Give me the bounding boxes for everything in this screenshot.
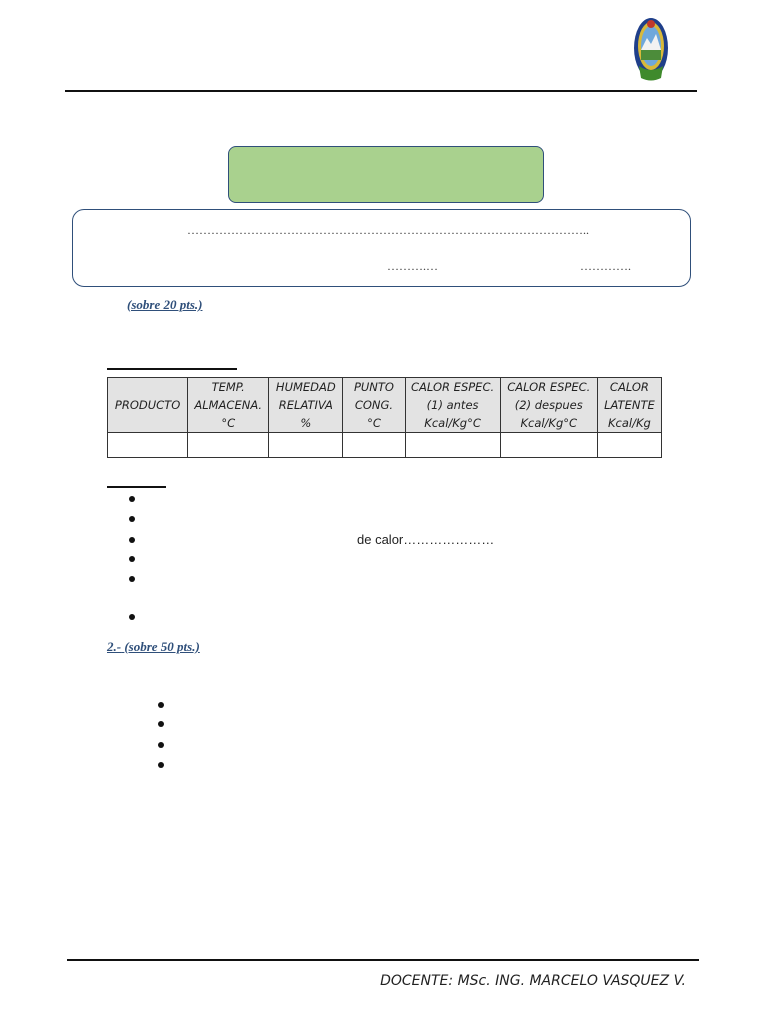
table-header-row bbox=[108, 378, 662, 433]
table-heading-underline bbox=[107, 368, 237, 370]
bullet bbox=[129, 516, 135, 522]
bullet bbox=[129, 556, 135, 562]
footer-rule bbox=[67, 959, 699, 961]
footer-docente: DOCENTE: MSc. ING. MARCELO VASQUEZ V. bbox=[380, 973, 686, 989]
col-header-calor-latente: CALOR LATENTE Kcal/Kg bbox=[597, 378, 661, 433]
bullet bbox=[158, 702, 164, 708]
bullet bbox=[158, 742, 164, 748]
col-header-producto: PRODUCTO bbox=[108, 378, 188, 433]
table-cell[interactable] bbox=[269, 433, 343, 458]
list-heading-underline bbox=[107, 486, 166, 488]
bullet bbox=[129, 496, 135, 502]
table-cell[interactable] bbox=[405, 433, 500, 458]
col-header-temp: TEMP. ALMACENA. °C bbox=[188, 378, 269, 433]
bullet bbox=[129, 537, 135, 543]
bullet-text-de-calor: de calor………………… bbox=[357, 532, 495, 547]
name-fill-line: ……………………………………………………………………………………….. bbox=[187, 223, 589, 237]
table-cell[interactable] bbox=[597, 433, 661, 458]
table-cell[interactable] bbox=[343, 433, 405, 458]
header-rule bbox=[65, 90, 697, 92]
fill-line-a: ……….… bbox=[387, 259, 438, 273]
col-header-calor-esp-despues: CALOR ESPEC. (2) despues Kcal/Kg°C bbox=[500, 378, 597, 433]
bullet bbox=[158, 762, 164, 768]
section1-score: (sobre 20 pts.) bbox=[127, 297, 203, 312]
col-header-humedad: HUMEDAD RELATIVA % bbox=[269, 378, 343, 433]
section2-score: 2.- (sobre 50 pts.) bbox=[107, 639, 200, 654]
bullet bbox=[158, 721, 164, 727]
table-row bbox=[108, 433, 662, 458]
bullet bbox=[129, 576, 135, 582]
col-header-punto-cong: PUNTO CONG. °C bbox=[343, 378, 405, 433]
university-seal-logo bbox=[632, 16, 670, 84]
table-cell[interactable] bbox=[188, 433, 269, 458]
col-header-calor-esp-antes: CALOR ESPEC. (1) antes Kcal/Kg°C bbox=[405, 378, 500, 433]
fill-line-b: …………. bbox=[580, 259, 631, 273]
product-table bbox=[107, 377, 662, 458]
table-cell[interactable] bbox=[500, 433, 597, 458]
bullet bbox=[129, 614, 135, 620]
table-cell[interactable] bbox=[108, 433, 188, 458]
student-info-box bbox=[72, 209, 691, 287]
title-banner-box bbox=[228, 146, 544, 203]
